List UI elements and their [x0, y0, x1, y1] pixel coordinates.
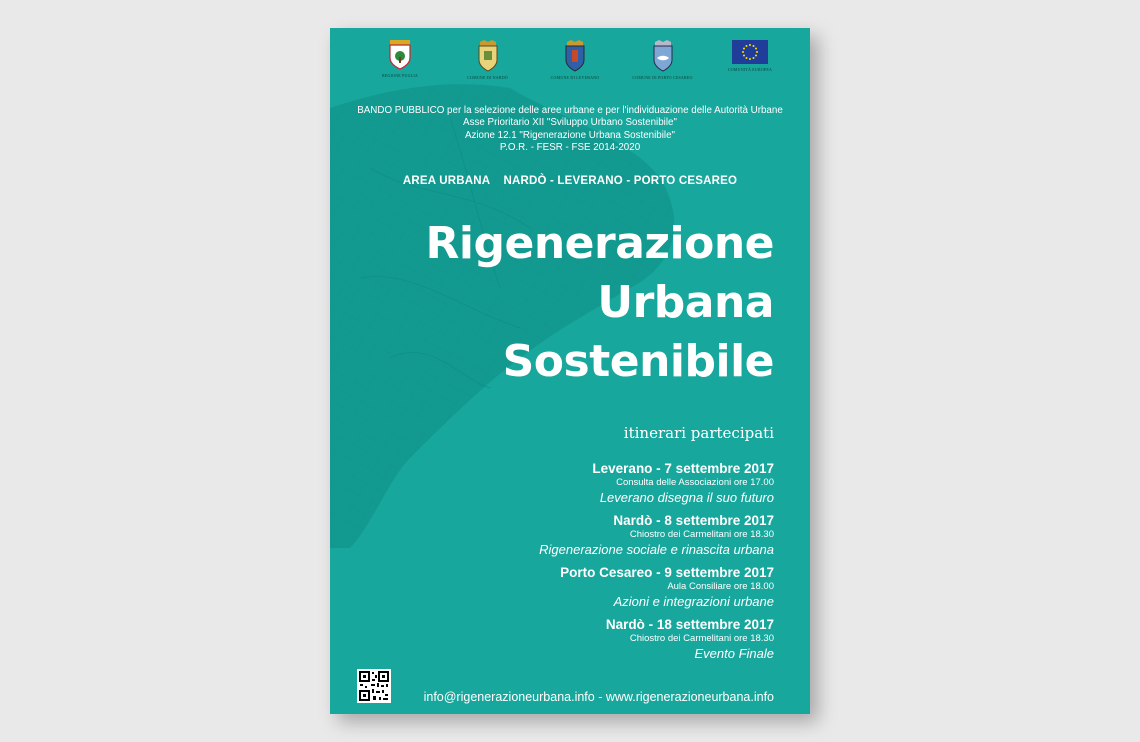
- logo-comune-porto-cesareo: [633, 40, 693, 80]
- title-line: Sostenibile: [502, 336, 774, 387]
- qr-code-icon: [357, 669, 391, 703]
- logo-strip: [370, 40, 780, 90]
- logo-caption: COMUNE DI PORTO CESAREO: [632, 75, 693, 80]
- title-line: Urbana: [597, 277, 774, 328]
- event-item: [539, 564, 774, 610]
- logo-caption: COMUNE DI LEVERANO: [550, 75, 600, 80]
- event-item: [539, 512, 774, 558]
- title-line: Rigenerazione: [425, 218, 774, 269]
- event-title: Evento Finale: [694, 646, 774, 661]
- comune-leverano-crest-icon: [563, 40, 587, 72]
- event-place: Consulta delle Associazioni ore 17.00: [616, 477, 774, 488]
- event-date: Nardò - 18 settembre 2017: [605, 617, 774, 632]
- logo-regione-puglia: [370, 40, 430, 78]
- logo-comune-nardo: [458, 40, 518, 80]
- area-urbana: AREA URBANA NARDÒ - LEVERANO - PORTO CESAREO: [402, 175, 738, 187]
- comune-nardo-crest-icon: [476, 40, 500, 72]
- event-place: Aula Consiliare ore 18.00: [667, 581, 774, 592]
- event-place: Chiostro dei Carmelitani ore 18.30: [629, 529, 774, 540]
- bando-line: P.O.R. - FESR - FSE 2014-2020: [499, 141, 641, 153]
- poster-subtitle: itinerari partecipati: [623, 424, 774, 442]
- poster: [330, 28, 810, 714]
- event-date: Nardò - 8 settembre 2017: [613, 513, 774, 528]
- bando-line: Asse Prioritario XII "Sviluppo Urbano Sostenibile": [463, 117, 677, 129]
- event-title: Azioni e integrazioni urbane: [613, 594, 774, 609]
- logo-comunita-europea: [720, 40, 780, 72]
- event-item: [539, 460, 774, 506]
- event-place: Chiostro dei Carmelitani ore 18.30: [629, 633, 774, 644]
- bando-line: Azione 12.1 "Rigenerazione Urbana Sostenibile": [464, 129, 676, 141]
- events-list: [539, 460, 774, 668]
- regione-puglia-crest-icon: [388, 40, 412, 70]
- qr-code: [357, 669, 391, 703]
- comune-porto-cesareo-crest-icon: [651, 40, 675, 72]
- event-item: [539, 616, 774, 662]
- event-title: Rigenerazione sociale e rinascita urbana: [539, 542, 774, 557]
- logo-caption: COMUNE DI NARDÒ: [467, 75, 508, 80]
- event-date: Leverano - 7 settembre 2017: [592, 461, 774, 476]
- logo-comune-leverano: [545, 40, 605, 80]
- eu-flag-icon: [732, 40, 768, 64]
- bando-line: BANDO PUBBLICO per la selezione delle aree urbane e per l'individuazione delle Autorità Urbane: [357, 105, 783, 116]
- event-title: Leverano disegna il suo futuro: [599, 490, 774, 505]
- contact-info: info@rigenerazioneurbana.info - www.rigenerazioneurbana.info: [423, 690, 774, 704]
- bando-header: [330, 105, 810, 154]
- logo-caption: COMUNITÀ EUROPEA: [727, 67, 773, 72]
- poster-title: [426, 214, 774, 391]
- event-date: Porto Cesareo - 9 settembre 2017: [560, 565, 774, 580]
- logo-caption: REGIONE PUGLIA: [381, 73, 419, 78]
